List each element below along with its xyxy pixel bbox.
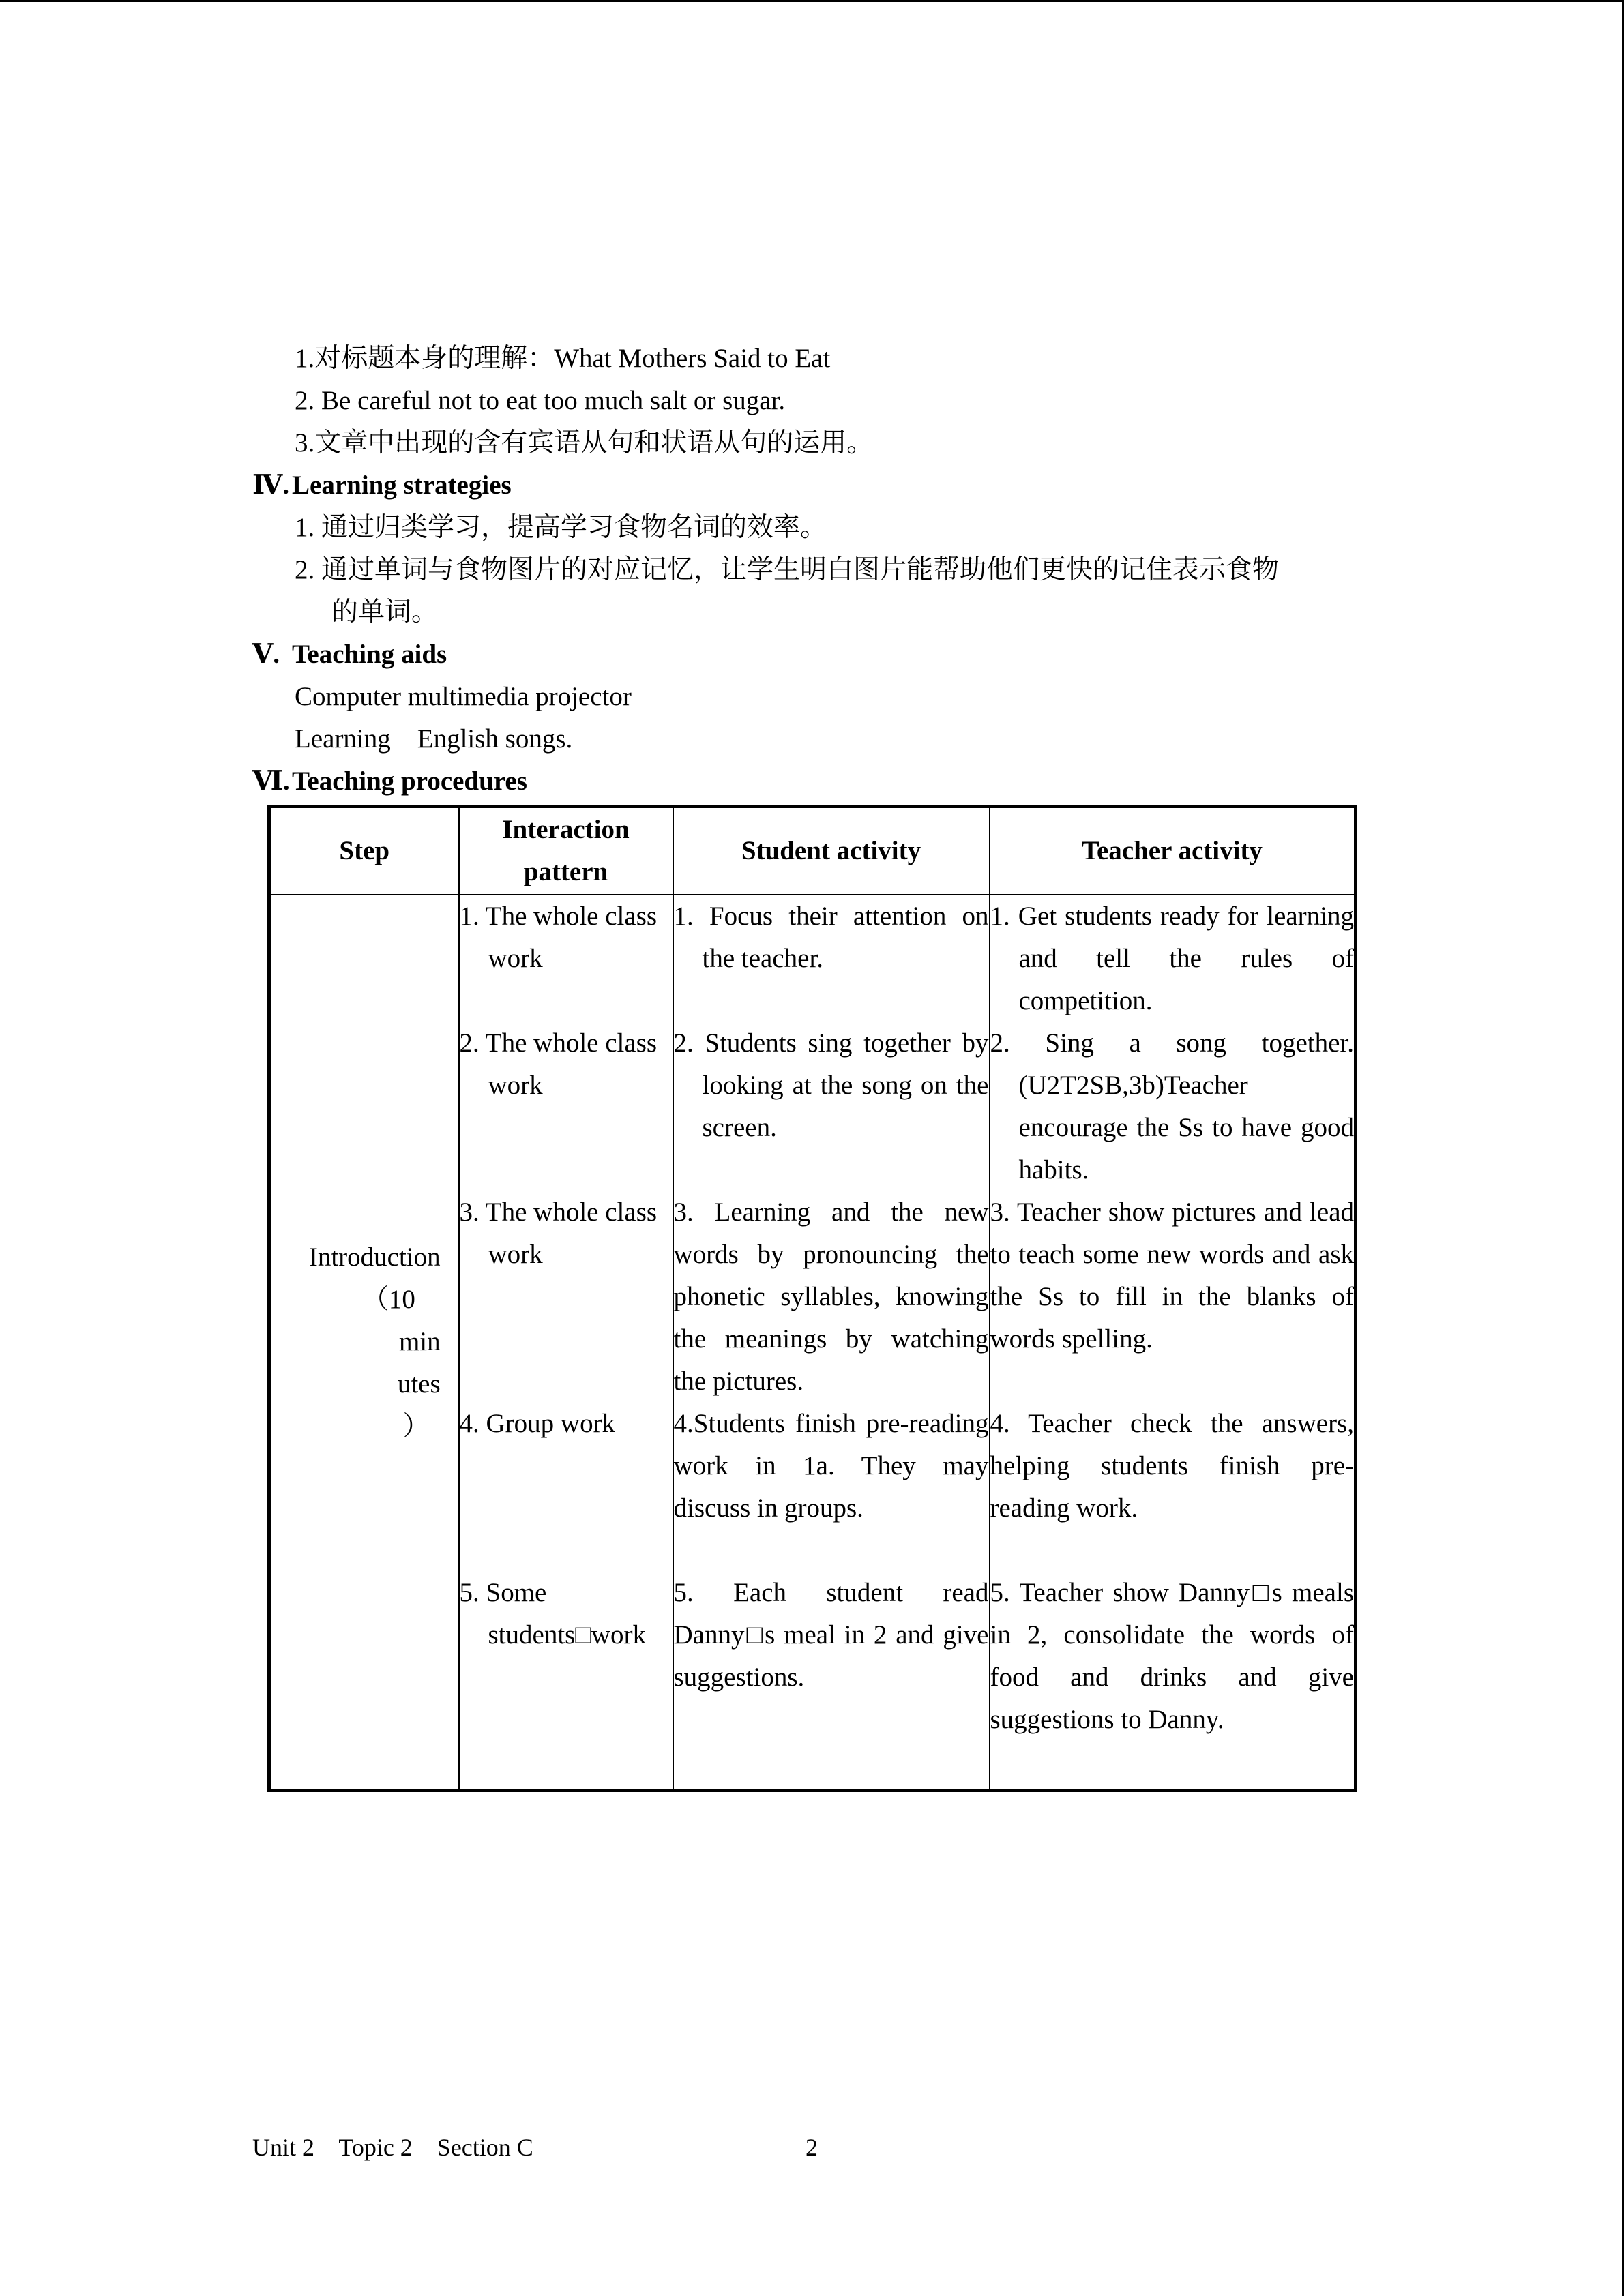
pattern-item: 1. The whole class work <box>459 901 658 973</box>
interaction-pattern-cell <box>459 895 673 1791</box>
section-5-title: Teaching aids <box>292 640 447 669</box>
header-interaction-pattern <box>459 807 673 895</box>
teacher-activity-item: 4. Teacher check the answers, helping students finish pre-reading work. <box>990 1409 1354 1523</box>
step-line: Introduction <box>308 1242 441 1272</box>
section-5-heading <box>252 633 447 676</box>
step-label <box>289 1236 441 1448</box>
section-4-heading <box>252 464 512 507</box>
student-activity-item: 2. Students sing together by looking at the song on the screen. <box>673 1028 989 1142</box>
section-6-title: Teaching procedures <box>292 766 527 796</box>
objective-1: 1.对标题本身的理解：What Mothers Said to Eat <box>295 344 831 373</box>
strategy-item-1: 1. 通过归类学习，提高学习食物名词的效率。 <box>295 513 827 542</box>
teacher-activity-item: 2. Sing a song together. (U2T2SB,3b)Teacher encourage the Ss to have good habits. <box>990 1028 1354 1184</box>
table-header-row <box>269 807 1356 895</box>
header-pattern-line-2: pattern <box>523 857 608 886</box>
footer-section-label: Unit 2 Topic 2 Section C <box>252 2134 533 2161</box>
header-step: Step <box>269 807 459 895</box>
pattern-item: 4. Group work <box>459 1409 616 1438</box>
strategy-item-2: 2. 通过单词与食物图片的对应记忆，让学生明白图片能帮助他们更快的记住表示食物 <box>295 555 1280 584</box>
step-line: utes <box>397 1369 441 1399</box>
table-row <box>269 895 1356 1791</box>
pattern-item: 3. The whole class work <box>459 1197 658 1269</box>
section-4-title: Learning strategies <box>292 471 512 500</box>
step-line: （10 <box>361 1285 415 1314</box>
student-activity-cell <box>673 895 990 1791</box>
student-activity-item: 5. Each student read Danny□s meal in 2 and give suggestions. <box>673 1578 989 1692</box>
header-student-activity: Student activity <box>673 807 990 895</box>
teacher-activity-item: 3. Teacher show pictures and lead to teach some new words and ask the Ss to fill in the blanks of words spelling. <box>990 1197 1354 1354</box>
section-5-numeral: Ⅴ. <box>252 640 280 669</box>
teacher-activity-cell <box>990 895 1356 1791</box>
student-activity-item: 3. Learning and the new words by pronouncing the phonetic syllables, knowing the meanings by watching the pictures. <box>673 1197 989 1396</box>
pattern-item: 2. The whole class work <box>459 1028 658 1100</box>
section-4-numeral: Ⅳ. <box>252 471 290 500</box>
step-line: min <box>398 1327 441 1356</box>
student-activity-item: 4.Students finish pre-reading work in 1a. They may discuss in groups. <box>673 1409 989 1523</box>
objective-2: 2. Be careful not to eat too much salt or sugar. <box>295 386 786 415</box>
teaching-procedures-table <box>267 805 1357 1792</box>
teacher-activity-item: 1. Get students ready for learning and tell the rules of competition. <box>990 901 1354 1015</box>
header-teacher-activity: Teacher activity <box>990 807 1356 895</box>
pattern-item: 5. Some students□work <box>459 1578 647 1650</box>
step-cell <box>269 895 459 1791</box>
teaching-aid-1: Computer multimedia projector <box>295 682 632 711</box>
step-line: ） <box>402 1412 430 1441</box>
header-pattern-line-1: Interaction <box>502 815 630 844</box>
page-top-border <box>0 0 1624 2</box>
teacher-activity-item: 5. Teacher show Danny□s meals in 2, consolidate the words of food and drinks and give suggestions to Danny. <box>990 1578 1354 1734</box>
objective-3: 3.文章中出现的含有宾语从句和状语从句的运用。 <box>295 428 874 458</box>
student-activity-item: 1. Focus their attention on the teacher. <box>673 901 989 973</box>
section-6-heading <box>252 760 527 803</box>
teaching-aid-2: Learning English songs. <box>295 724 573 754</box>
strategy-item-2-continued: 的单词。 <box>331 597 439 627</box>
section-6-numeral: Ⅵ. <box>252 766 290 796</box>
page-number: 2 <box>806 2134 818 2161</box>
